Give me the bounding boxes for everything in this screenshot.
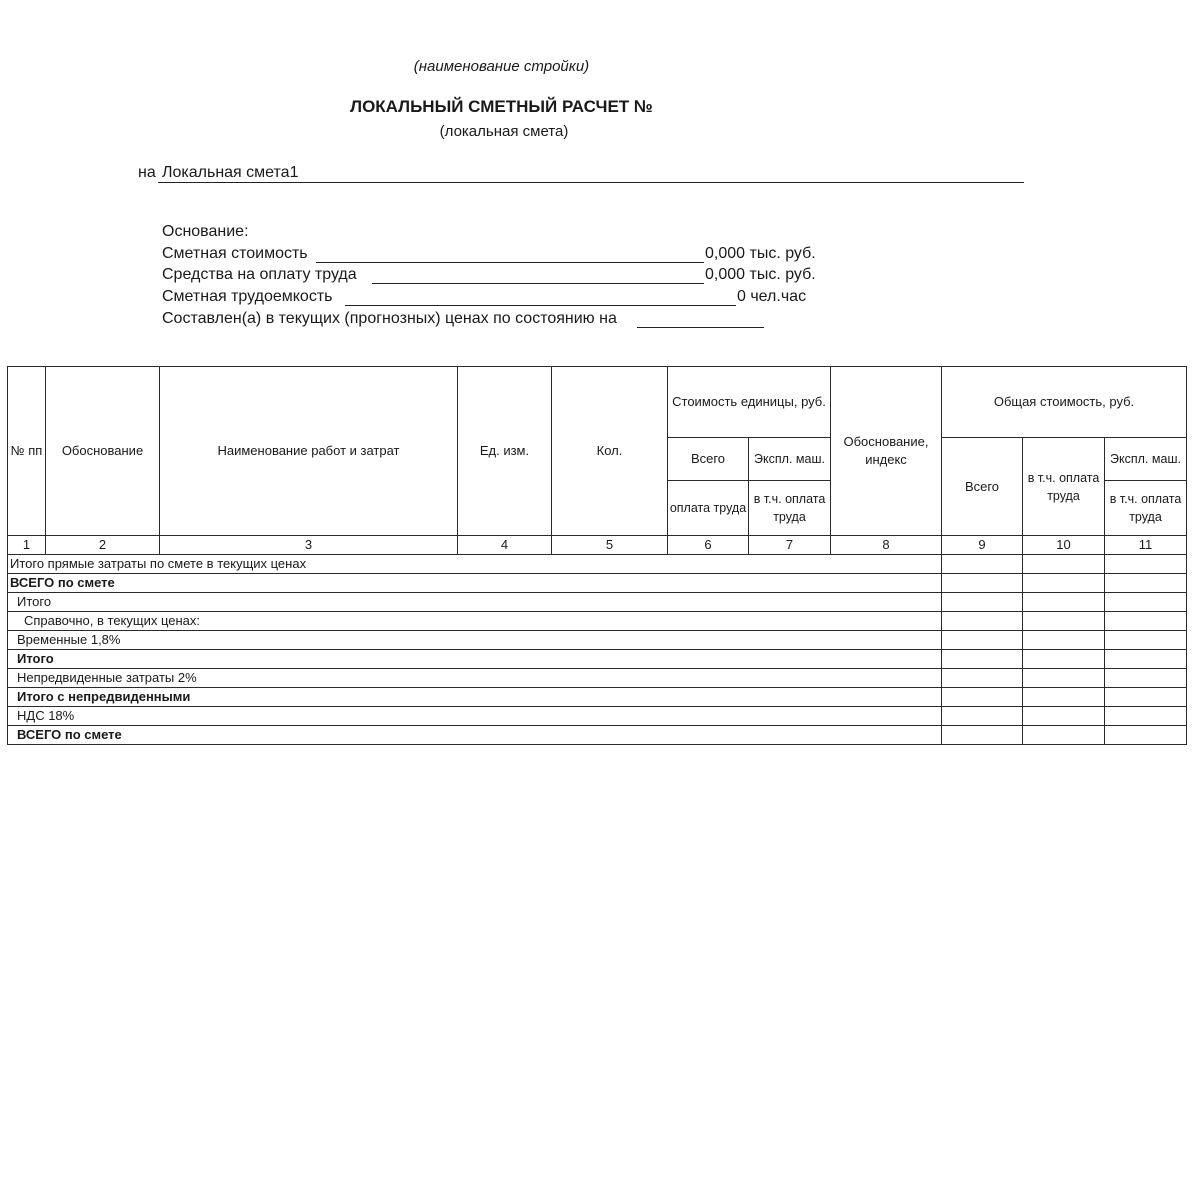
header-no bbox=[8, 367, 46, 536]
basis-label: Основание: bbox=[162, 223, 249, 240]
header-unit bbox=[458, 367, 552, 536]
header-basis-text: Обоснование bbox=[61, 443, 144, 458]
header-unit-labor bbox=[668, 481, 749, 536]
column-number: 3 bbox=[160, 536, 458, 555]
column-number: 7 bbox=[749, 536, 831, 555]
labor-pay-underline bbox=[372, 283, 704, 284]
column-number: 4 bbox=[458, 536, 552, 555]
cell-total bbox=[942, 555, 1023, 574]
table-row bbox=[8, 650, 1187, 669]
labor-pay-label: Средства на оплату труда bbox=[162, 266, 357, 283]
header-work-name-text: Наименование работ и затрат bbox=[217, 443, 400, 458]
cell-total-machines bbox=[1105, 631, 1187, 650]
column-number: 5 bbox=[552, 536, 668, 555]
summary-row-label: Итого прямые затраты по смете в текущих ценах bbox=[8, 555, 942, 574]
header-total-labor bbox=[1023, 438, 1105, 536]
cell-total-labor bbox=[1023, 593, 1105, 612]
estimated-cost-value: 0,000 тыс. руб. bbox=[705, 245, 816, 262]
column-number: 9 bbox=[942, 536, 1023, 555]
column-numbers-row bbox=[8, 536, 1187, 555]
header-unit-machines bbox=[749, 438, 831, 481]
cell-total-machines bbox=[1105, 688, 1187, 707]
header-basis bbox=[46, 367, 160, 536]
header-work-name bbox=[160, 367, 458, 536]
document-title: ЛОКАЛЬНЫЙ СМЕТНЫЙ РАСЧЕТ № bbox=[350, 97, 653, 116]
cell-total bbox=[942, 669, 1023, 688]
column-number: 1 bbox=[8, 536, 46, 555]
document-subtitle: (локальная смета) bbox=[439, 123, 569, 140]
labor-intensity-underline bbox=[345, 305, 736, 306]
prices-label: Составлен(а) в текущих (прогнозных) ценах по состоянию на bbox=[162, 310, 617, 327]
labor-pay-value: 0,000 тыс. руб. bbox=[705, 266, 816, 283]
summary-row-label: ВСЕГО по смете bbox=[8, 726, 942, 745]
cell-total-labor bbox=[1023, 574, 1105, 593]
header-unit-cost-group-text: Стоимость единицы, руб. bbox=[672, 394, 826, 409]
na-label: на bbox=[138, 164, 156, 181]
cell-total bbox=[942, 707, 1023, 726]
cell-total-machines bbox=[1105, 574, 1187, 593]
cell-total-labor bbox=[1023, 726, 1105, 745]
cell-total-labor bbox=[1023, 707, 1105, 726]
table-row bbox=[8, 612, 1187, 631]
table-row bbox=[8, 593, 1187, 612]
summary-row-label: Справочно, в текущих ценах: bbox=[8, 612, 942, 631]
table-row bbox=[8, 631, 1187, 650]
header-unit-text: Ед. изм. bbox=[479, 443, 530, 458]
column-number: 10 bbox=[1023, 536, 1105, 555]
table-row bbox=[8, 726, 1187, 745]
header-basis-index-text: Обоснование, индекс bbox=[843, 434, 929, 467]
header-no-text: № пп bbox=[10, 443, 43, 458]
header-qty-text: Кол. bbox=[596, 443, 623, 458]
header-total-machines bbox=[1105, 438, 1187, 481]
estimated-cost-label: Сметная стоимость bbox=[162, 245, 308, 262]
summary-row-label: Непредвиденные затраты 2% bbox=[8, 669, 942, 688]
cell-total-labor bbox=[1023, 669, 1105, 688]
cell-total-labor bbox=[1023, 631, 1105, 650]
cell-total-labor bbox=[1023, 555, 1105, 574]
header-qty bbox=[552, 367, 668, 536]
cell-total bbox=[942, 726, 1023, 745]
cell-total-machines bbox=[1105, 612, 1187, 631]
labor-intensity-value: 0 чел.час bbox=[737, 288, 807, 305]
header-total-machines-text: Экспл. маш. bbox=[1110, 452, 1181, 466]
header-basis-index bbox=[831, 367, 942, 536]
cell-total-labor bbox=[1023, 650, 1105, 669]
header-total-cost-group bbox=[942, 367, 1187, 438]
labor-intensity-label: Сметная трудоемкость bbox=[162, 288, 333, 305]
table-row bbox=[8, 669, 1187, 688]
summary-row-label: Итого bbox=[8, 650, 942, 669]
header-unit-machines-labor bbox=[749, 481, 831, 536]
table-row bbox=[8, 707, 1187, 726]
header-unit-total-text: Всего bbox=[690, 451, 726, 466]
summary-row-label: Временные 1,8% bbox=[8, 631, 942, 650]
cell-total bbox=[942, 688, 1023, 707]
cell-total-machines bbox=[1105, 555, 1187, 574]
column-number: 2 bbox=[46, 536, 160, 555]
cell-total-machines bbox=[1105, 726, 1187, 745]
table-row bbox=[8, 555, 1187, 574]
cell-total bbox=[942, 574, 1023, 593]
cell-total bbox=[942, 650, 1023, 669]
header-unit-machines-labor-text: в т.ч. оплата труда bbox=[753, 492, 826, 524]
prices-date-underline bbox=[637, 327, 764, 328]
summary-row-label: НДС 18% bbox=[8, 707, 942, 726]
header-total-labor-text: в т.ч. оплата труда bbox=[1027, 470, 1100, 503]
construction-name-caption: (наименование стройки) bbox=[413, 58, 590, 75]
header-total-all bbox=[942, 438, 1023, 536]
header-total-cost-group-text: Общая стоимость, руб. bbox=[993, 394, 1135, 409]
cell-total-machines bbox=[1105, 593, 1187, 612]
header-total-machines-labor-text: в т.ч. оплата труда bbox=[1109, 492, 1182, 524]
estimate-table bbox=[7, 366, 1187, 745]
estimated-cost-underline bbox=[316, 262, 704, 263]
cell-total bbox=[942, 612, 1023, 631]
header-unit-cost-group bbox=[668, 367, 831, 438]
header-total-all-text: Всего bbox=[964, 478, 1000, 494]
header-unit-machines-text: Экспл. маш. bbox=[754, 452, 825, 466]
estimate-name: Локальная смета1 bbox=[162, 164, 299, 181]
summary-row-label: Итого с непредвиденными bbox=[8, 688, 942, 707]
header-unit-total bbox=[668, 438, 749, 481]
cell-total-labor bbox=[1023, 612, 1105, 631]
cell-total-machines bbox=[1105, 707, 1187, 726]
cell-total bbox=[942, 593, 1023, 612]
column-number: 6 bbox=[668, 536, 749, 555]
column-number: 11 bbox=[1105, 536, 1187, 555]
column-number: 8 bbox=[831, 536, 942, 555]
cell-total-machines bbox=[1105, 669, 1187, 688]
cell-total-labor bbox=[1023, 688, 1105, 707]
cell-total-machines bbox=[1105, 650, 1187, 669]
estimate-name-underline bbox=[158, 182, 1024, 183]
table-row bbox=[8, 574, 1187, 593]
cell-total bbox=[942, 631, 1023, 650]
summary-row-label: ВСЕГО по смете bbox=[8, 574, 942, 593]
summary-row-label: Итого bbox=[8, 593, 942, 612]
header-unit-labor-text: оплата труда bbox=[669, 501, 747, 515]
header-total-machines-labor bbox=[1105, 481, 1187, 536]
table-row bbox=[8, 688, 1187, 707]
